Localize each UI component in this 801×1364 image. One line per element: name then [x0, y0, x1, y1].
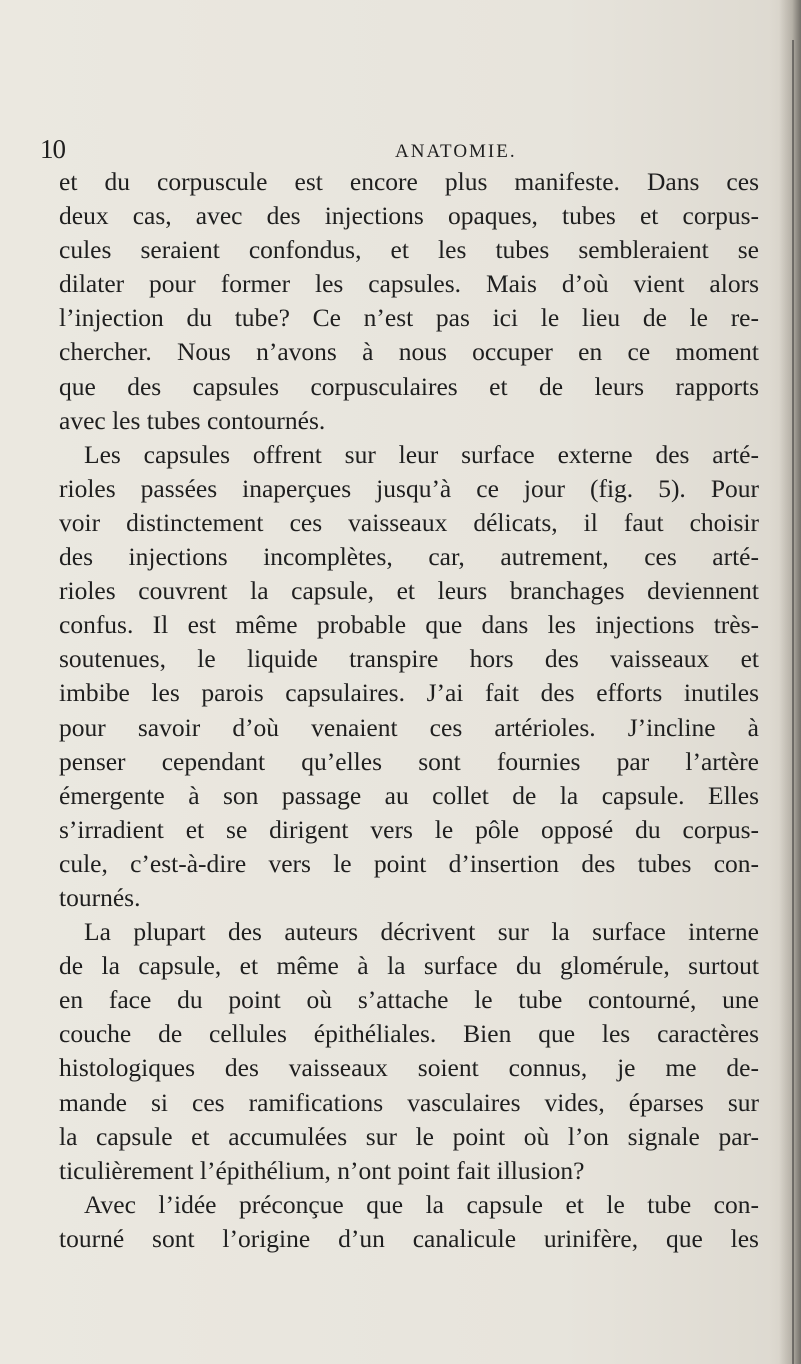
text-line: cules seraient confondus, et les tubes sembleraient se [59, 235, 759, 265]
text-line: soutenues, le liquide transpire hors des vaisseaux et [59, 644, 759, 674]
text-line: tourné sont l’origine d’un canalicule urinifère, que les [59, 1223, 759, 1253]
text-line: dilater pour former les capsules. Mais d’où vient alors [59, 269, 759, 299]
text-line: couche de cellules épithéliales. Bien que les caractères [59, 1019, 759, 1049]
text-line: Avec l’idée préconçue que la capsule et le tube con- [84, 1189, 759, 1219]
paragraph-3 [59, 915, 759, 1188]
text-line: confus. Il est même probable que dans les injections très- [59, 610, 759, 640]
text-line: l’injection du tube? Ce n’est pas ici le lieu de le re- [59, 303, 759, 333]
page-edge-line [792, 40, 794, 1364]
paragraph-2 [59, 438, 759, 915]
text-line: voir distinctement ces vaisseaux délicats, il faut choisir [59, 507, 759, 537]
text-line: Les capsules offrent sur leur surface externe des arté- [84, 439, 759, 469]
text-line: cule, c’est-à-dire vers le point d’insertion des tubes con- [59, 848, 759, 878]
text-line: en face du point où s’attache le tube contourné, une [59, 985, 759, 1015]
page-header [40, 134, 760, 168]
text-line: s’irradient et se dirigent vers le pôle opposé du corpus- [59, 814, 759, 844]
text-line: chercher. Nous n’avons à nous occuper en ce moment [59, 337, 759, 367]
text-line: ticulièrement l’épithélium, n’ont point fait illusion? [59, 1155, 585, 1185]
text-line: et du corpuscule est encore plus manifeste. Dans ces [59, 167, 759, 196]
text-line: penser cependant qu’elles sont fournies par l’artère [59, 746, 759, 776]
text-line: de la capsule, et même à la surface du glomérule, surtout [59, 951, 759, 981]
text-line: la capsule et accumulées sur le point où l’on signale par- [59, 1121, 759, 1151]
running-head: ANATOMIE. [395, 141, 517, 162]
paragraph-1 [59, 165, 759, 438]
text-line: rioles couvrent la capsule, et leurs branchages deviennent [59, 576, 759, 606]
text-line: La plupart des auteurs décrivent sur la surface interne [84, 917, 759, 947]
text-line: pour savoir d’où venaient ces artérioles. J’incline à [59, 712, 759, 742]
page-edge-shadow [779, 0, 801, 1364]
text-line: tournés. [59, 882, 141, 912]
text-line: imbibe les parois capsulaires. J’ai fait des efforts inutiles [59, 678, 759, 708]
text-line: deux cas, avec des injections opaques, tubes et corpus- [59, 201, 759, 231]
text-line: histologiques des vaisseaux soient connus, je me de- [59, 1053, 759, 1083]
text-line: mande si ces ramifications vasculaires vides, éparses sur [59, 1087, 759, 1117]
paragraph-4 [59, 1188, 759, 1256]
text-line: rioles passées inaperçues jusqu’à ce jour (fig. 5). Pour [59, 473, 759, 503]
text-line: émergente à son passage au collet de la capsule. Elles [59, 780, 759, 810]
text-line: avec les tubes contournés. [59, 405, 326, 435]
body-text [59, 165, 759, 1256]
text-line: des injections incomplètes, car, autrement, ces arté- [59, 542, 759, 572]
text-line: que des capsules corpusculaires et de leurs rapports [59, 371, 759, 401]
page-number: 10 [40, 134, 65, 164]
